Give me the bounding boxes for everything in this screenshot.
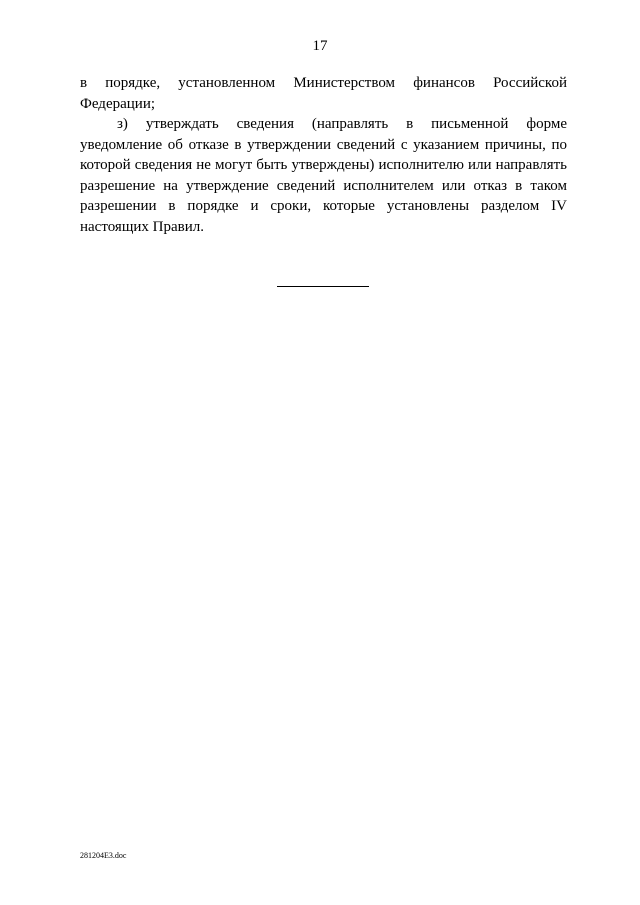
footer-filename: 281204E3.doc — [80, 851, 127, 860]
end-separator-line — [277, 286, 369, 287]
paragraph-item-z: з) утверждать сведения (направлять в письменной форме уведомление об отказе в утверждении сведений с указанием причины, по которой сведения не могут быть утверждены) исполнителю или направлять разрешение на утверждение сведений исполнителем или отказ в таком разрешении в порядке и сроки, которые установлены разделом IV настоящих Правил. — [80, 116, 567, 235]
paragraph-continuation: в порядке, установленном Министерством финансов Российской Федерации; — [80, 75, 567, 112]
page-number: 17 — [312, 38, 328, 54]
document-body — [80, 73, 567, 237]
